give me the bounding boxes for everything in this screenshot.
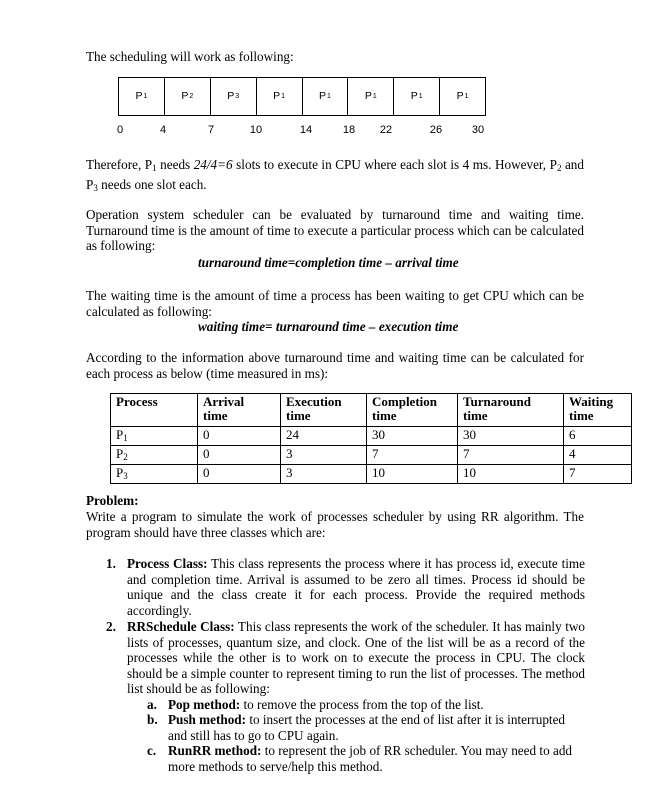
gantt-cell: P 1 [456,89,469,102]
slots-paragraph: Therefore, $P_1$ needs 24/4=6 slots to execute in CPU where each slot is 4 ms. However, $P_2$ and $P_3$ needs one slot each. [86,157,584,193]
gantt-tick: 10 [249,124,263,136]
cell-completion: 7 [367,446,458,465]
cell-execution: 3 [281,446,367,465]
gantt-cell: P 1 [119,78,165,115]
cell-arrival: 0 [198,446,281,465]
gantt-tick: 0 [116,124,124,136]
item-title: RRSchedule Class: [127,619,235,634]
problem-intro: Write a program to simulate the work of processes scheduler by using RR algorithm. The program should have three classes which are: [86,509,584,540]
cell-arrival: 0 [198,427,281,446]
cell-turnaround: 30 [458,427,564,446]
table-row [111,427,632,446]
intro-text: The scheduling will work as following: [86,49,294,64]
table-row [111,465,632,484]
header-arrival: Arrival time [198,394,281,427]
header-completion: Completion time [367,394,458,427]
list-number: 2. [106,619,116,634]
gantt-cell: P 2 [165,78,211,115]
gantt-chart [118,77,486,116]
waiting-formula: waiting time= turnaround time – execution time [198,319,459,334]
problem-heading: Problem: [86,493,139,508]
waiting-paragraph: The waiting time is the amount of time a process has been waiting to get CPU which can be calculated as following: [86,288,584,319]
gantt-tick: 18 [342,124,356,136]
gantt-tick: 26 [429,124,443,136]
cell-completion: 30 [367,427,458,446]
cell-execution: 24 [281,427,367,446]
method-item: a. Pop method: to remove the process from the top of the list. [147,696,484,712]
header-execution: Execution time [281,394,367,427]
gantt-tick: 4 [159,124,167,136]
cell-process: $P_3$ [111,465,198,484]
cell-waiting: 7 [564,465,632,484]
table-row [111,446,632,465]
table-header-row [111,394,632,427]
gantt-tick: 22 [379,124,393,136]
turnaround-formula: turnaround time=completion time – arrival time [198,255,459,270]
cell-turnaround: 7 [458,446,564,465]
cell-execution: 3 [281,465,367,484]
cell-turnaround: 10 [458,465,564,484]
table-intro-paragraph: According to the information above turnaround time and waiting time can be calculated for each process as below (time measured in ms): [86,350,584,381]
cell-completion: 10 [367,465,458,484]
cell-process: $P_1$ [111,427,198,446]
cell-waiting: 6 [564,427,632,446]
cell-arrival: 0 [198,465,281,484]
gantt-tick: 30 [471,124,485,136]
gantt-tick: 7 [207,124,215,136]
class-list [86,556,585,775]
gantt-tick: 14 [299,124,313,136]
header-waiting: Waiting time [564,394,632,427]
gantt-cell: P 1 [303,78,349,115]
header-turnaround: Turnaround time [458,394,564,427]
process-table [110,393,632,484]
gantt-cell: P 1 [348,78,394,115]
gantt-cell: P 3 [211,78,257,115]
item-text: This class represents the process where it has process id, execute time and completion time. Arrival is assumed to be zero all times. Process id should be unique and the class create it for each process. Provide the required methods accordingly. [127,556,586,618]
list-number: 1. [106,556,116,571]
gantt-cell: P 1 [257,78,303,115]
method-item: c. RunRR method: to represent the job of RR scheduler. You may need to add more methods to serve/help this method. [147,743,573,774]
evaluation-paragraph: Operation system scheduler can be evaluated by turnaround time and waiting time. Turnaround time is the amount of time to execute a particular process which can be calculated as following: [86,207,584,253]
method-item: b. Push method: to insert the processes at the end of list after it is interrupted and still has to go to CPU again. [147,712,566,743]
header-process: Process [111,394,198,427]
item-title: Process Class: [127,556,208,571]
list-item [86,619,585,774]
method-list [127,697,585,775]
item-text: This class represents the work of the scheduler. It has mainly two lists of processes, quantum size, and clock. One of the list will be as a record of the processes while the other is to work on to execute the process in CPU. The clock should be a simple counter to represent timing to run the list of processes. The method list should be as following: [127,619,586,696]
cell-process: $P_2$ [111,446,198,465]
cell-waiting: 4 [564,446,632,465]
gantt-cell: P 1 [394,78,440,115]
list-item [86,556,585,618]
